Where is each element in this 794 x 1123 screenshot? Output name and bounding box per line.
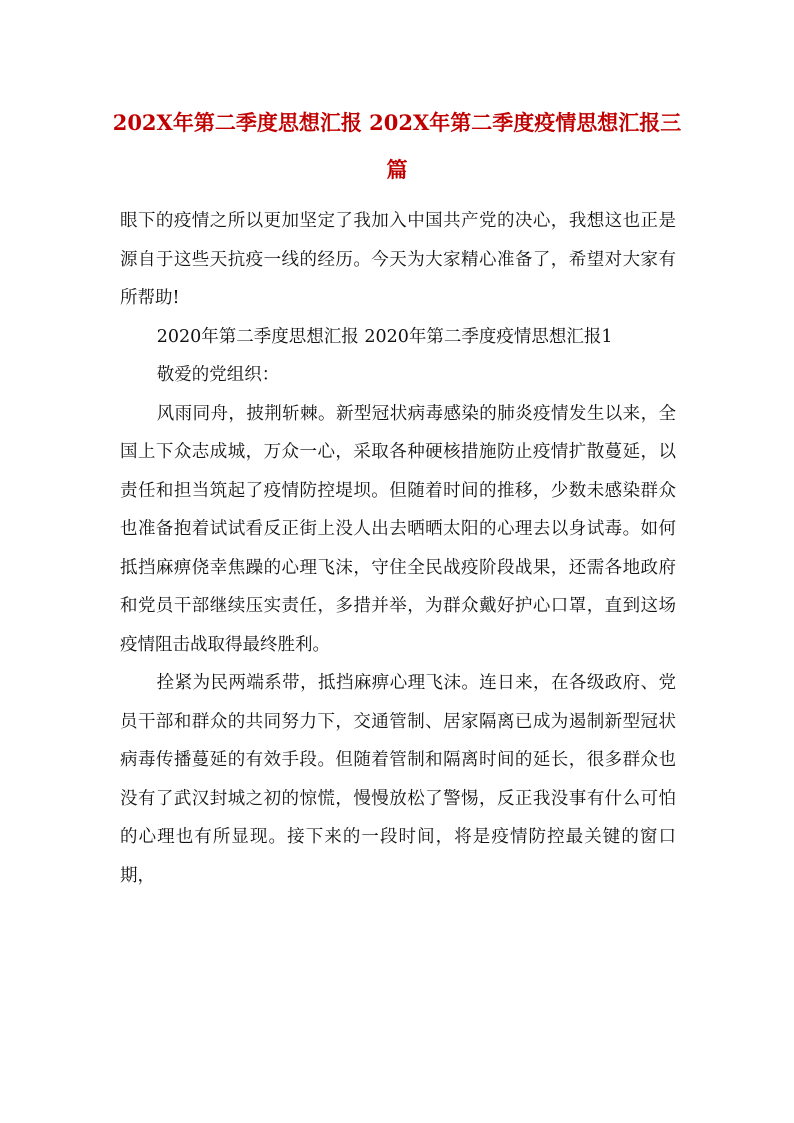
body-paragraph: 拴紧为民两端系带，抵挡麻痹心理飞沫。连日来，在各级政府、党员干部和群众的共同努力下，交通管制、居家隔离已成为遏制新型冠状病毒传播蔓延的有效手段。但随着管制和隔离时间的延长，很多群众也没有了武汉封城之初的惊慌，慢慢放松了警惕，反正我没事有什么可怕的心理也有所显现。接下来的一段时间，将是疫情防控最关键的窗口期，: [120, 673, 676, 886]
document-title: 202X年第二季度思想汇报 202X年第二季度疫情思想汇报三篇: [112, 110, 682, 182]
section-heading: 2020年第二季度思想汇报 2020年第二季度疫情思想汇报1: [156, 326, 613, 347]
intro-paragraph: 眼下的疫情之所以更加坚定了我加入中国共产党的决心，我想这也正是源自于这些天抗疫一线的经历。今天为大家精心准备了，希望对大家有所帮助!: [120, 211, 676, 308]
body-paragraph: 风雨同舟，披荆斩棘。新型冠状病毒感染的肺炎疫情发生以来，全国上下众志成城，万众一心，采取各种硬核措施防止疫情扩散蔓延，以责任和担当筑起了疫情防控堤坝。但随着时间的推移，少数未感染群众也准备抱着试试看反正街上没人出去晒晒太阳的心理去以身试毒。如何抵挡麻痹侥幸焦躁的心理飞沫，守住全民战疫阶段战果，还需各地政府和党员干部继续压实责任，多措并举，为群众戴好护心口罩，直到这场疫情阻击战取得最终胜利。: [120, 403, 676, 655]
document-body: [120, 202, 676, 895]
salutation: 敬爱的党组织：: [156, 365, 280, 385]
